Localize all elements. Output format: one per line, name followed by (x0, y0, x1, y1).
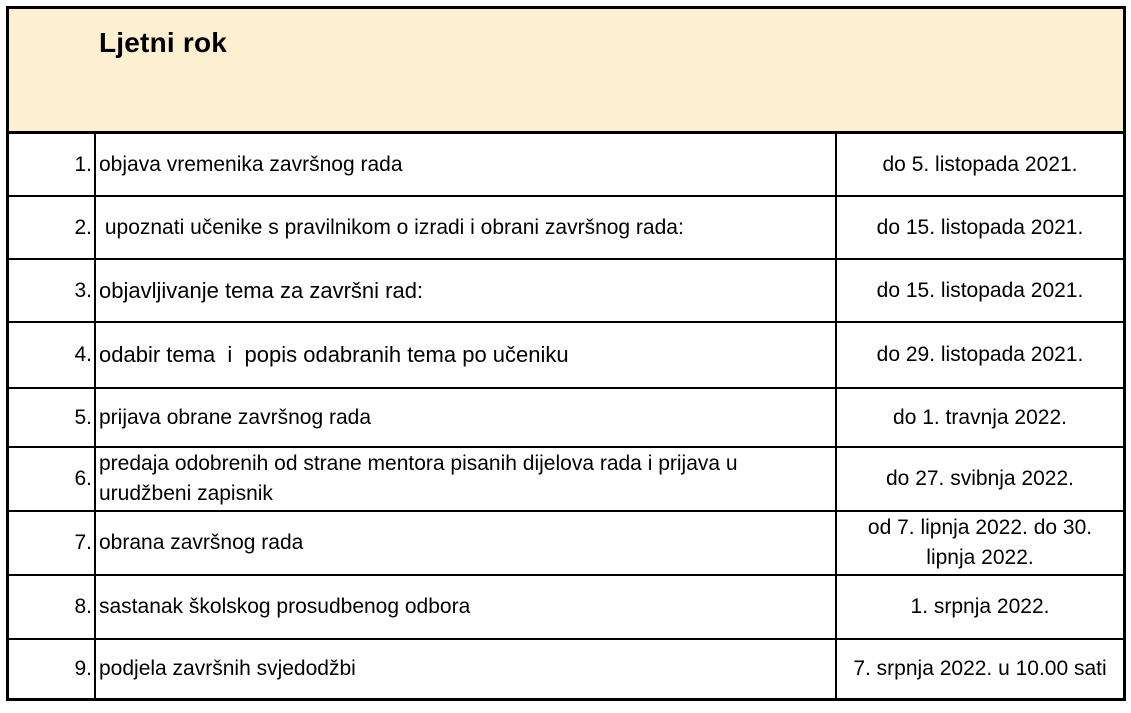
row-task: predaja odobrenih od strane mentora pisanih dijelova rada i prijava u urudžbeni zapisnik (95, 447, 836, 511)
table-row (9, 639, 1123, 698)
row-date: 1. srpnja 2022. (836, 575, 1123, 639)
table-row (9, 196, 1123, 259)
row-task: objava vremenika završnog rada (95, 134, 836, 196)
row-number: 5. (9, 388, 95, 447)
table-row (9, 575, 1123, 639)
row-number: 7. (9, 511, 95, 575)
row-date: do 5. listopada 2021. (836, 134, 1123, 196)
row-task: sastanak školskog prosudbenog odbora (95, 575, 836, 639)
table-row (9, 134, 1123, 196)
row-number: 6. (9, 447, 95, 511)
row-task: odabir tema i popis odabranih tema po učeniku (95, 322, 836, 388)
row-number: 2. (9, 196, 95, 259)
row-date: 7. srpnja 2022. u 10.00 sati (836, 639, 1123, 698)
table-row (9, 511, 1123, 575)
row-date: od 7. lipnja 2022. do 30. lipnja 2022. (836, 511, 1123, 575)
row-number: 4. (9, 322, 95, 388)
row-task: upoznati učenike s pravilnikom o izradi i obrani završnog rada: (95, 196, 836, 259)
row-number: 1. (9, 134, 95, 196)
header-band (9, 9, 1123, 134)
row-date: do 15. listopada 2021. (836, 196, 1123, 259)
row-date: do 1. travnja 2022. (836, 388, 1123, 447)
row-number: 9. (9, 639, 95, 698)
page-title: Ljetni rok (99, 27, 228, 58)
schedule-sheet (6, 6, 1126, 701)
table-row (9, 259, 1123, 322)
row-date: do 29. listopada 2021. (836, 322, 1123, 388)
table-row (9, 447, 1123, 511)
row-number: 3. (9, 259, 95, 322)
row-number: 8. (9, 575, 95, 639)
row-task: obrana završnog rada (95, 511, 836, 575)
schedule-table (9, 134, 1123, 698)
table-row (9, 322, 1123, 388)
table-row (9, 388, 1123, 447)
row-task: prijava obrane završnog rada (95, 388, 836, 447)
row-date: do 15. listopada 2021. (836, 259, 1123, 322)
row-task: podjela završnih svjedodžbi (95, 639, 836, 698)
row-task: objavljivanje tema za završni rad: (95, 259, 836, 322)
row-date: do 27. svibnja 2022. (836, 447, 1123, 511)
